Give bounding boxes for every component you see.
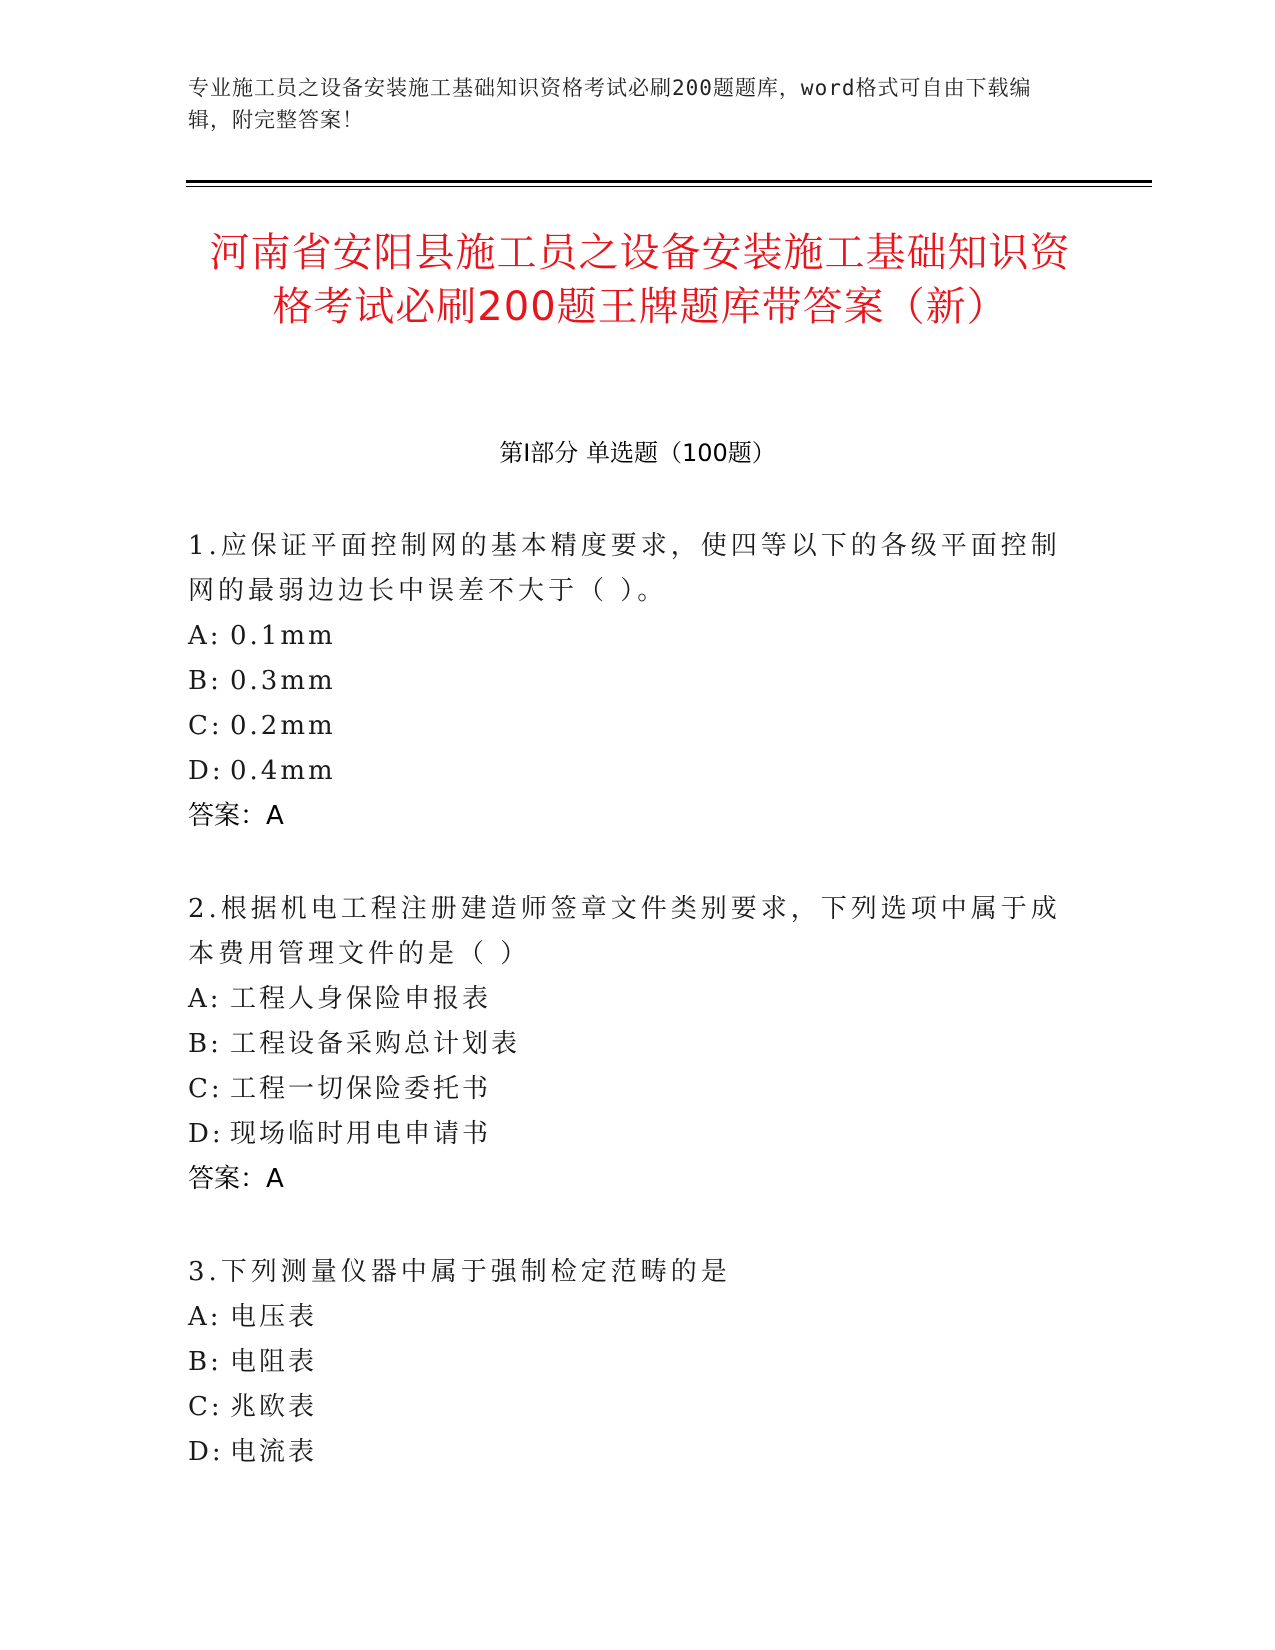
- option-c: [188, 704, 1068, 749]
- option-key: A:: [188, 621, 222, 651]
- option-text: 电流表: [230, 1437, 318, 1467]
- question-list: [188, 524, 1068, 1523]
- header-note: 专业施工员之设备安装施工基础知识资格考试必刷200题题库，word格式可自由下载编辑，附完整答案！: [188, 76, 1032, 132]
- option-key: B:: [188, 1347, 222, 1377]
- question-2: [188, 887, 1068, 1202]
- option-key: D:: [188, 756, 224, 786]
- document-title: 河南省安阳县施工员之设备安装施工基础知识资格考试必刷200题王牌题库带答案（新）: [209, 230, 1071, 330]
- option-b: [188, 1340, 1068, 1385]
- option-text: 现场临时用电申请书: [230, 1119, 492, 1149]
- option-key: C:: [188, 1074, 223, 1104]
- option-text: 0.1mm: [230, 621, 336, 651]
- option-text: 0.2mm: [230, 711, 336, 741]
- option-key: C:: [188, 1392, 223, 1422]
- option-text: 工程一切保险委托书: [230, 1074, 492, 1104]
- answer-line: 答案：A: [188, 1164, 284, 1194]
- header-divider-thin: [186, 186, 1152, 187]
- option-text: 工程设备采购总计划表: [230, 1029, 521, 1059]
- option-c: [188, 1067, 1068, 1112]
- option-key: D:: [188, 1437, 224, 1467]
- question-1: [188, 524, 1068, 839]
- option-b: [188, 1022, 1068, 1067]
- option-key: A:: [188, 984, 222, 1014]
- option-key: D:: [188, 1119, 224, 1149]
- option-text: 电阻表: [230, 1347, 318, 1377]
- option-text: 0.4mm: [230, 756, 336, 786]
- option-key: C:: [188, 711, 223, 741]
- option-key: B:: [188, 666, 222, 696]
- question-stem: 3.下列测量仪器中属于强制检定范畴的是: [188, 1257, 731, 1287]
- option-d: [188, 1112, 1068, 1157]
- question-stem: 2.根据机电工程注册建造师签章文件类别要求，下列选项中属于成本费用管理文件的是（ ）: [188, 894, 1061, 969]
- option-text: 0.3mm: [230, 666, 336, 696]
- option-d: [188, 749, 1068, 794]
- question-stem: 1.应保证平面控制网的基本精度要求，使四等以下的各级平面控制网的最弱边边长中误差不大于（ ）。: [188, 531, 1061, 606]
- option-a: [188, 614, 1068, 659]
- option-a: [188, 1295, 1068, 1340]
- option-text: 工程人身保险申报表: [230, 984, 492, 1014]
- option-key: B:: [188, 1029, 222, 1059]
- section-title: 第I部分 单选题（100题）: [499, 439, 776, 467]
- option-c: [188, 1385, 1068, 1430]
- option-b: [188, 659, 1068, 704]
- option-text: 电压表: [230, 1302, 318, 1332]
- option-key: A:: [188, 1302, 222, 1332]
- option-a: [188, 977, 1068, 1022]
- option-text: 兆欧表: [230, 1392, 318, 1422]
- option-d: [188, 1430, 1068, 1475]
- header-divider-thick: [186, 180, 1152, 183]
- answer-line: 答案：A: [188, 801, 284, 831]
- question-3: [188, 1250, 1068, 1475]
